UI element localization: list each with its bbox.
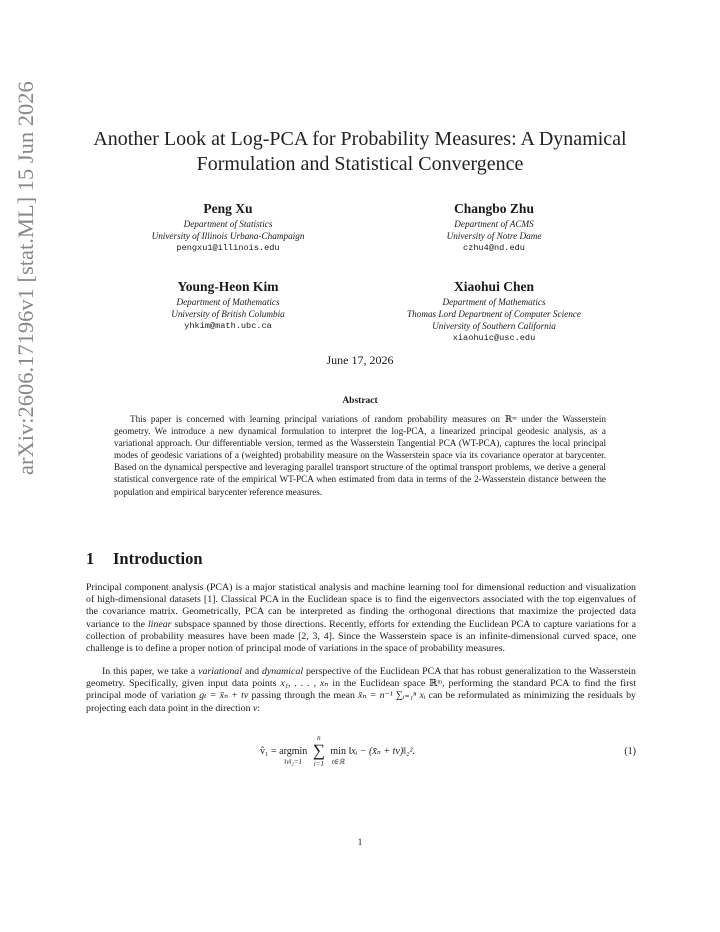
inline-math: gₜ = x̄ₙ + tv	[199, 690, 249, 702]
paragraph-text: Principal component analysis (PCA) is a major statistical analysis and machine learning tool for dimensional reduction and visualization of high-dimensional datasets [1]. Classical PCA in the Euclidean space is to find the eigenvectors associated with the top eigenvalues of the covariance matrix. Geometrically, PCA can be interpreted as finding the orthogonal directions that maximize the projected data variance to the	[86, 582, 636, 630]
introduction-paragraph-1	[86, 582, 636, 655]
author-email[interactable]: pengxu1@illinois.edu	[176, 243, 280, 253]
author-university: University of Notre Dame	[446, 231, 542, 241]
arxiv-identifier-stamp: arXiv:2606.17196v1 [stat.ML] 15 Jun 2026	[13, 81, 38, 475]
author-name: Peng Xu	[203, 201, 253, 216]
author-block-changbo-zhu	[354, 200, 634, 255]
sum-symbol: ∑	[312, 741, 325, 760]
author-name: Young-Heon Kim	[177, 279, 279, 294]
paper-title	[60, 127, 660, 177]
abstract-body: This paper is concerned with learning principal variations of random probability measures on ℝᵐ under the Wasserstein geometry. We introduce a new dynamical formulation to interpret the log-PCA, a linearized principal geodesic analysis, as a variational approach. Our differentiable version, termed as the Wasserstein Tangential PCA (WT-PCA), captures the local principal modes of geodesic variations of a (weighted) probability measure on the Wasserstein space via its covariance operator at barycenter. Based on the dynamical perspective and leveraging parallel transport structure of the optimal transport problems, we derive a general statistical convergence rate of the empirical WT-PCA when estimated from data in terms of the 2-Wasserstein distance between the population and empirical barycenter reference measures.	[114, 414, 606, 497]
author-department-secondary: Thomas Lord Department of Computer Science	[407, 309, 581, 319]
author-university: University of Southern California	[432, 321, 556, 331]
sum-upper-limit: n	[317, 734, 321, 742]
author-block-xiaohui-chen	[354, 278, 634, 345]
paragraph-text: passing through the mean	[248, 690, 359, 702]
equation-1	[86, 734, 636, 770]
paragraph-text: and	[241, 666, 262, 677]
paragraph-text: In this paper, we take a	[102, 666, 199, 677]
author-department: Department of Mathematics	[442, 297, 546, 307]
argmin-label: argmin	[279, 746, 308, 757]
sum-lower-limit: i=1	[313, 760, 324, 768]
author-university: University of Illinois Urbana-Champaign	[151, 231, 305, 241]
author-block-peng-xu	[88, 200, 368, 255]
author-name: Changbo Zhu	[454, 201, 534, 216]
inline-math: x₁, . . . , xₙ	[280, 678, 329, 690]
author-university: University of British Columbia	[171, 309, 285, 319]
argmin-subscript: ‖v‖₂=1	[284, 758, 303, 766]
inline-math: x̄ₙ = n⁻¹ ∑ᵢ₌₁ⁿ xᵢ	[358, 690, 426, 702]
emphasis-text: variational	[198, 666, 242, 677]
min-label: min	[330, 746, 346, 757]
equation-expression: ‖xᵢ − (x̄ₙ + tv)‖₂².	[348, 746, 415, 757]
equation-lhs: v̂₁ =	[260, 746, 277, 757]
emphasis-text: linear	[147, 618, 172, 630]
section-number: 1	[86, 549, 95, 568]
min-operator	[330, 734, 346, 766]
paragraph-text: :	[257, 702, 261, 714]
equation-number: (1)	[624, 746, 636, 757]
emphasis-text: dynamical	[261, 666, 304, 677]
paragraph-text: perspective of the Euclidean PCA that has robust generalization to the Wasserstein geometry. Specifically, given input data points	[86, 666, 636, 690]
paragraph-text: subspace spanned by those directions. Recently, efforts for extending the Euclidean PCA to capture variations for a collection of probability measures have been made [2, 3, 4]. Since the Wasserstein space is an infinite-dimensional curved space, one challenge is to define a proper notion of principal mode of variations in the space of probability measures.	[86, 618, 636, 655]
title-line-1: Another Look at Log-PCA for Probability Measures: A Dynamical	[93, 128, 627, 150]
equation-body	[260, 734, 415, 768]
title-line-2: Formulation and Statistical Convergence	[196, 153, 524, 175]
publication-date: June 17, 2026	[326, 353, 394, 367]
author-email[interactable]: czhu4@nd.edu	[463, 243, 525, 253]
inline-math: v	[253, 702, 258, 714]
page-number: 1	[357, 838, 363, 848]
argmin-operator	[279, 734, 307, 766]
section-heading-introduction	[86, 549, 203, 569]
author-department: Department of Statistics	[183, 219, 273, 229]
author-block-young-heon-kim	[88, 278, 368, 333]
paragraph-text: in the Euclidean space ℝᵐ, performing the standard PCA to find the first principal mode of variation	[86, 678, 637, 702]
author-email[interactable]: xiaohuic@usc.edu	[452, 333, 536, 343]
summation-operator	[313, 734, 325, 768]
min-subscript: t∈ℝ	[331, 758, 345, 766]
introduction-paragraph-2	[86, 666, 636, 715]
author-email[interactable]: yhkim@math.ubc.ca	[184, 321, 272, 331]
author-department: Department of ACMS	[454, 219, 534, 229]
abstract-heading: Abstract	[342, 396, 378, 406]
paragraph-text: can be reformulated as minimizing the residuals by projecting each data point in the direction	[86, 690, 636, 714]
author-name: Xiaohui Chen	[454, 279, 534, 294]
author-department: Department of Mathematics	[176, 297, 280, 307]
section-title: Introduction	[113, 549, 203, 568]
